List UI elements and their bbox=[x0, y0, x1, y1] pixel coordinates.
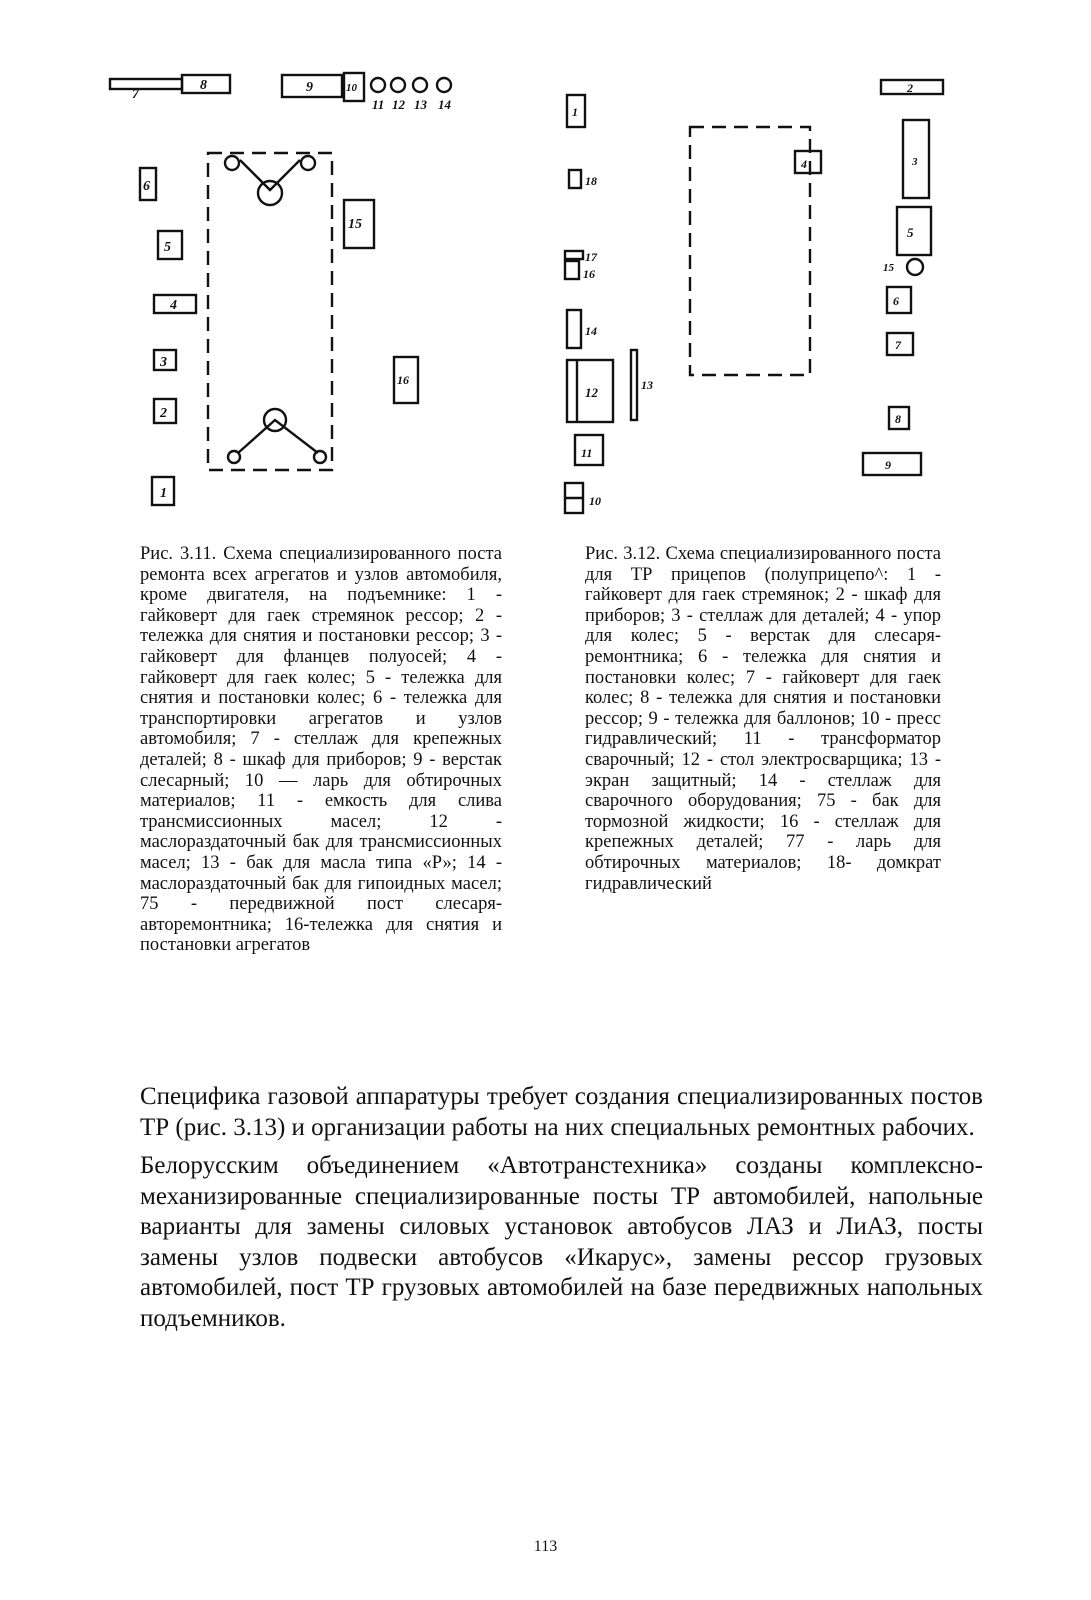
item-16-shape bbox=[565, 261, 579, 279]
item-13-shape bbox=[631, 350, 637, 420]
label-17: 17 bbox=[585, 250, 597, 264]
label-4: 4 bbox=[170, 298, 177, 313]
label-6: 6 bbox=[893, 294, 899, 308]
label-3: 3 bbox=[912, 156, 918, 168]
item-9-shape bbox=[863, 453, 921, 475]
label-16: 16 bbox=[583, 267, 595, 281]
item-17-shape bbox=[565, 251, 583, 259]
label-10: 10 bbox=[589, 494, 601, 508]
label-15: 15 bbox=[883, 262, 894, 274]
figure-3-11-caption: Рис. 3.11. Схема специализированного поста ремонта всех агрегатов и узлов автомобиля, кроме двигателя, на подъемнике: 1 - гайковерт для гаек стремянок рессор; 2 - тележка для снятия и постановки рессор; 3 - гайковерт для фланцев полуосей; 4 - гайковерт для гаек колес; 5 - тележка для снятия и постановки колес; 6 - тележка для транспортировки агрегатов и узлов автомобиля; 7 - стеллаж для крепежных деталей; 8 - шкаф для приборов; 9 - верстак слесарный; 10 — ларь для обтирочных материалов; 11 - емкость для слива трансмиссионных масел; 12 - маслораздаточный бак для трансмиссионных масел; 13 - бак для масла типа «Р»; 14 - маслораздаточный бак для гипоидных масел; 75 - передвижной пост слесаря-авторемонтника; 16-тележка для снятия и постановки агрегатов bbox=[140, 544, 502, 956]
paragraph-1: Специфика газовой аппаратуры требует создания специализированных постов ТР (рис. 3.13) и организации работы на них специальных ремонтных рабочих. bbox=[140, 1083, 983, 1141]
item-11-shape bbox=[371, 78, 385, 92]
page-number: 113 bbox=[533, 1538, 558, 1555]
label-3: 3 bbox=[160, 355, 167, 370]
label-9: 9 bbox=[885, 458, 891, 472]
label-12: 12 bbox=[392, 97, 405, 112]
label-4: 4 bbox=[801, 157, 807, 171]
label-1: 1 bbox=[160, 486, 167, 501]
item-18-shape bbox=[569, 170, 581, 188]
label-5: 5 bbox=[164, 240, 171, 255]
item-7-shape bbox=[110, 79, 182, 89]
label-8: 8 bbox=[200, 78, 207, 93]
label-5: 5 bbox=[907, 225, 914, 240]
label-11: 11 bbox=[581, 446, 593, 460]
label-14: 14 bbox=[585, 324, 597, 338]
label-2: 2 bbox=[907, 81, 913, 95]
item-4-shape bbox=[795, 151, 821, 173]
item-15-shape bbox=[907, 259, 923, 275]
item-6-shape bbox=[887, 287, 911, 313]
label-13: 13 bbox=[641, 378, 653, 392]
label-18: 18 bbox=[585, 174, 597, 188]
label-16: 16 bbox=[397, 373, 409, 387]
figure-3-11-diagram bbox=[100, 65, 520, 520]
label-6: 6 bbox=[143, 179, 150, 194]
figure-3-12-caption: Рис. 3.12. Схема специализированного поста для ТР прицепов (полуприцепо^: 1 - гайковерт для гаек стремянок; 2 - шкаф для приборов; 3 - стеллаж для деталей; 4 - упор для колес; 5 - верстак для слесаря-ремонтника; 6 - тележка для снятия и постановки колес; 7 - гайковерт для гаек колес; 8 - тележка для снятия и постановки рессор; 9 - тележка для баллонов; 10 - пресс гидравлический; 11 - трансформатор сварочный; 12 - стол электросварщика; 13 - экран защитный; 14 - стеллаж для сварочного оборудования; 75 - бак для тормозной жидкости; 16 - стеллаж для крепежных деталей; 77 - ларь для обтирочных материалов; 18- домкрат гидравлический bbox=[585, 544, 941, 894]
label-8: 8 bbox=[895, 412, 901, 426]
item-12-shape bbox=[391, 78, 405, 92]
label-15: 15 bbox=[348, 217, 362, 232]
label-2: 2 bbox=[160, 406, 167, 421]
label-11: 11 bbox=[372, 97, 385, 112]
item-5-shape bbox=[897, 207, 931, 255]
body-text bbox=[140, 1082, 983, 1334]
label-14: 14 bbox=[438, 97, 451, 112]
label-10: 10 bbox=[346, 82, 357, 94]
label-7: 7 bbox=[132, 87, 139, 102]
paragraph-2: Белорусским объединением «Автотранстехника» созданы комплексно-механизированные специализированные посты ТР автомобилей, напольные варианты для замены силовых установок автобусов ЛАЗ и ЛиАЗ, посты замены узлов подвески автобусов «Икарус», замены рессор грузовых автомобилей, пост ТР грузовых автомобилей на базе передвижных напольных подъемников. bbox=[140, 1152, 983, 1332]
label-13: 13 bbox=[414, 97, 427, 112]
item-14-shape bbox=[437, 78, 451, 92]
item-13-shape bbox=[413, 78, 427, 92]
lift-outline bbox=[208, 153, 332, 470]
trailer-outline bbox=[690, 127, 810, 375]
label-7: 7 bbox=[895, 338, 901, 352]
label-1: 1 bbox=[572, 105, 578, 119]
label-9: 9 bbox=[306, 80, 313, 95]
figure-3-12-diagram bbox=[555, 65, 975, 535]
item-14-shape bbox=[567, 310, 581, 348]
label-12: 12 bbox=[585, 385, 598, 400]
